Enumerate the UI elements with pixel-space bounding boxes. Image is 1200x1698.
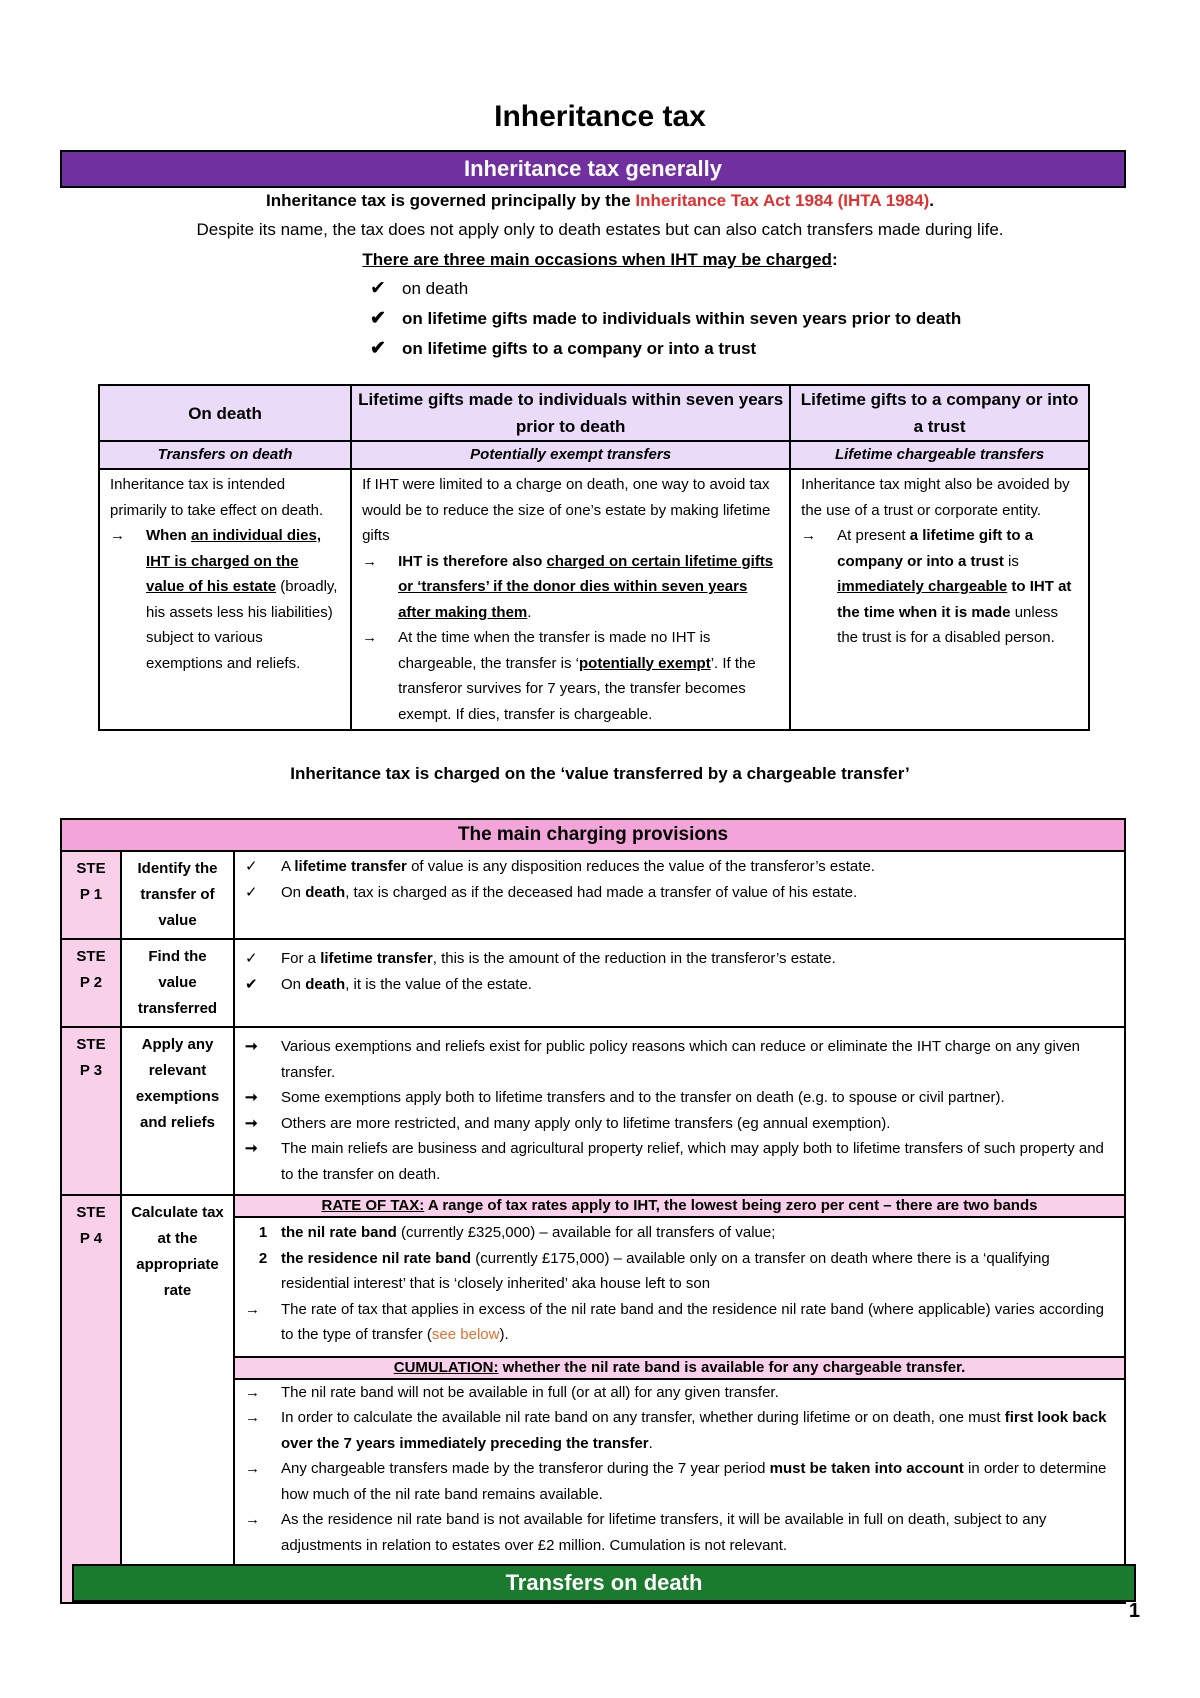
bullet-text (281, 1456, 1114, 1507)
section-header-transfers-on-death: Transfers on death (72, 1564, 1136, 1602)
bold-text: first look back over the 7 years immediately preceding the transfer (281, 1409, 1107, 1452)
step-text: P 1 (79, 886, 103, 903)
check-icon: ✔ (370, 278, 386, 299)
occasions-cell-lct (790, 469, 1089, 730)
bullet-text (281, 880, 857, 906)
cumulation-body (235, 1380, 1124, 1563)
underlined-text: potentially exempt (579, 654, 711, 672)
step-text: P 2 (79, 974, 103, 991)
bold-text: to IHT (1007, 578, 1059, 595)
occasion-text: on lifetime gifts to a company or into a trust (402, 339, 757, 358)
bullet-text (398, 625, 779, 727)
bold-text: lifetime transfer (294, 858, 407, 875)
charging-header: The main charging provisions (61, 819, 1125, 851)
occasions-col-header: Lifetime gifts to a company or into a trust (790, 385, 1089, 441)
bold-text: at the time when it is made (837, 578, 1072, 621)
step-content (234, 1027, 1125, 1195)
plain-text: unless the trust is for a disabled person. (837, 603, 1059, 646)
plain-text: . (527, 603, 532, 621)
bullet-text (837, 523, 1078, 651)
plain-text: (broadly, his assets less his liabilities) subject to various exemptions and reliefs. (146, 578, 338, 672)
bullet-text: Some exemptions apply both to lifetime transfers and to the transfer on death (e.g. to spouse or civil partner). (281, 1089, 1005, 1106)
bullet-text: As the residence nil rate band is not available for lifetime transfers, it will be available in full on death, subject to any adjustments in relation to estates over £2 million. Cumulation is not relevant. (281, 1511, 1047, 1554)
plain-text: in order to determine how much of the nil rate band remains available. (281, 1460, 1107, 1503)
arrow-icon: → (245, 1511, 260, 1528)
list-item (362, 549, 779, 626)
bold-text: whether the nil rate band is available for any chargeable transfer. (498, 1358, 966, 1376)
arrow-icon: → (801, 527, 817, 544)
charging-provisions-table (60, 818, 1126, 1604)
number-label: 1 (258, 1224, 268, 1241)
rate-of-tax-heading (235, 1196, 1124, 1218)
arrow-icon: ➞ (245, 1140, 258, 1157)
ihta-reference: Inheritance Tax Act 1984 (IHTA 1984) (635, 191, 930, 210)
bold-text: IHT is therefore also (398, 552, 547, 570)
list-item (245, 1297, 1114, 1348)
plain-text: For a (281, 950, 321, 967)
plain-text: The rate of tax that applies in excess of the nil rate band and the residence nil rate band (where applicable) varies according to the type of transfer ( (281, 1300, 1104, 1343)
plain-text: , this is the amount of the reduction in the transferor’s estate. (432, 950, 836, 967)
plain-text: On (281, 883, 306, 901)
underlined-text: charged on certain lifetime gifts or ‘transfers’ if the donor dies within seven years after making them (398, 552, 774, 621)
list-item (245, 1085, 1114, 1111)
bullet-text (281, 972, 532, 998)
step-text: STE (76, 948, 106, 965)
bullet-text (398, 549, 779, 626)
arrow-icon: → (110, 527, 125, 544)
underlined-text: RATE OF TAX: (321, 1197, 425, 1214)
occasions-subheader: Transfers on death (99, 441, 351, 469)
see-below-link[interactable]: see below (431, 1326, 500, 1343)
bullet-text (281, 1246, 1114, 1297)
plain-text: ’. If the transferor survives for 7 years, the transfer becomes exempt. If dies, transfer is chargeable. (398, 654, 756, 723)
arrow-icon: → (245, 1300, 260, 1318)
plain-text: , it is the value of the estate. (345, 975, 532, 993)
step-title: Apply any relevant exemptions and reliefs (121, 1027, 234, 1195)
plain-text: On (281, 975, 306, 993)
check-icon: ✓ (245, 858, 258, 875)
occasions-heading (0, 249, 1200, 271)
occasion-text: on lifetime gifts made to individuals within seven years prior to death (402, 309, 962, 328)
list-item (245, 1034, 1114, 1085)
cell-intro: Inheritance tax might also be avoided by the use of a trust or corporate entity. (801, 476, 1070, 519)
list-item (110, 523, 340, 676)
bullet-text: Various exemptions and reliefs exist for public policy reasons which can reduce or eliminate the IHT charge on any given transfer. (281, 1038, 1081, 1081)
plain-text: A (281, 858, 295, 875)
list-item (245, 1111, 1114, 1137)
intro-line-1-prefix: Inheritance tax is governed principally by the (266, 191, 636, 210)
occasions-col-header: Lifetime gifts made to individuals within seven years prior to death (351, 385, 790, 441)
page-number: 1 (1128, 1600, 1140, 1622)
bullet-text: Others are more restricted, and many apply only to lifetime transfers (eg annual exemption). (281, 1114, 891, 1132)
step-content (234, 1195, 1125, 1603)
list-item (245, 1220, 1114, 1246)
list-item (362, 625, 779, 727)
bullet-text: The main reliefs are business and agricultural property relief, which may apply both to lifetime transfers of such property and to the transfer on death. (281, 1140, 1104, 1183)
cumulation-heading (235, 1358, 1124, 1380)
step-label (61, 851, 121, 939)
plain-text: (currently £175,000) – available only on a transfer on death where there is a ‘qualifying residential interest’ that is ‘closely inherited’ aka house left to son (281, 1249, 1050, 1292)
arrow-icon: → (245, 1409, 260, 1426)
step-text: STE (76, 1204, 106, 1221)
check-icon: ✓ (245, 950, 258, 967)
arrow-icon: → (245, 1383, 260, 1401)
plain-text: is (1003, 552, 1019, 570)
step-text: P 4 (79, 1230, 103, 1247)
bold-text: A range of tax rates apply to IHT, the lowest being zero per cent – there are two bands (424, 1197, 1038, 1214)
bullet-text (281, 1405, 1114, 1456)
underlined-text: CUMULATION: (393, 1358, 499, 1376)
occasions-heading-text: There are three main occasions when IHT may be charged (362, 250, 832, 269)
bold-text: the nil rate band (281, 1224, 397, 1241)
list-item (245, 1456, 1114, 1507)
check-icon: ✓ (245, 883, 258, 901)
occasions-list (370, 274, 961, 364)
arrow-icon: ➞ (245, 1089, 258, 1106)
list-item (245, 946, 1114, 972)
plain-text: ). (499, 1326, 509, 1343)
occasions-cell-pet (351, 469, 790, 730)
cell-intro: Inheritance tax is intended primarily to take effect on death. (110, 476, 324, 519)
plain-text: In order to calculate the available nil rate band on any transfer, whether during lifetime or on death, one must (281, 1409, 1005, 1426)
occasion-text: on death (402, 279, 469, 298)
bold-text: lifetime transfer (320, 950, 433, 967)
plain-text: At present (837, 527, 910, 544)
bold-text: death (305, 975, 346, 993)
bullet-text (281, 1220, 775, 1246)
step-content (234, 851, 1125, 939)
page-title: Inheritance tax (494, 100, 706, 133)
plain-text: (currently £325,000) – available for all transfers of value; (396, 1224, 776, 1241)
occasions-col-header: On death (99, 385, 351, 441)
step-title: Identify the transfer of value (121, 851, 234, 939)
list-item (245, 880, 1114, 906)
list-item (370, 334, 961, 364)
occasions-subheader: Lifetime chargeable transfers (790, 441, 1089, 469)
intro-line-2: Despite its name, the tax does not apply only to death estates but can also catch transfers made during life. (196, 220, 1004, 239)
plain-text: . (648, 1434, 653, 1452)
check-icon: ✔ (245, 975, 258, 993)
bullet-text: The nil rate band will not be available in full (or at all) for any given transfer. (281, 1383, 779, 1401)
occasions-subheader: Potentially exempt transfers (351, 441, 790, 469)
bold-text: a lifetime gift to a company or into a trust (837, 527, 1034, 570)
bold-text: must be taken into account (769, 1460, 964, 1477)
step-text: P 3 (79, 1062, 103, 1079)
bold-text: When (146, 527, 191, 544)
step-label (61, 1195, 121, 1603)
arrow-icon: → (362, 629, 378, 646)
list-item (245, 1380, 1114, 1406)
cell-intro: If IHT were limited to a charge on death, one way to avoid tax would be to reduce the size of one’s estate by making lifetime gifts (362, 476, 771, 544)
underlined-text: an individual dies, IHT is charged on the value of his estate (146, 527, 322, 595)
rate-of-tax-body (235, 1218, 1124, 1358)
list-item (801, 523, 1078, 651)
intro-line-1 (0, 190, 1200, 212)
underlined-text: immediately chargeable (837, 578, 1008, 595)
bullet-text (281, 946, 836, 972)
list-item (245, 972, 1114, 998)
step-content (234, 939, 1125, 1027)
check-icon: ✔ (370, 338, 386, 359)
list-item (370, 274, 961, 304)
plain-text: , tax is charged as if the deceased had made a transfer of value of his estate. (345, 883, 858, 901)
check-icon: ✔ (370, 308, 386, 329)
step-text: STE (76, 860, 106, 877)
number-label: 2 (258, 1249, 268, 1267)
list-item (245, 1136, 1114, 1187)
plain-text: Any chargeable transfers made by the transferor during the 7 year period (281, 1460, 770, 1477)
step-label (61, 939, 121, 1027)
arrow-icon: → (362, 552, 378, 570)
occasions-table (98, 384, 1090, 731)
occasions-heading-colon: : (831, 250, 838, 269)
list-item (245, 1246, 1114, 1297)
arrow-icon: → (245, 1460, 260, 1477)
bullet-text (146, 523, 340, 676)
plain-text: of value is any disposition reduces the value of the transferor’s estate. (406, 858, 875, 875)
section-header-generally: Inheritance tax generally (60, 150, 1126, 188)
step-title: Find the value transferred (121, 939, 234, 1027)
bullet-text (281, 854, 875, 880)
list-item (245, 854, 1114, 880)
step-label (61, 1027, 121, 1195)
list-item (245, 1507, 1114, 1558)
plain-text: At the time when the transfer is made no IHT is chargeable, the transfer is ‘ (398, 629, 711, 672)
step-title: Calculate tax at the appropriate rate (121, 1195, 234, 1603)
arrow-icon: ➞ (245, 1038, 258, 1055)
bullet-text (281, 1297, 1114, 1348)
step-text: STE (76, 1036, 106, 1053)
list-item (245, 1405, 1114, 1456)
arrow-icon: ➞ (245, 1114, 258, 1132)
occasions-cell-death (99, 469, 351, 730)
intro-line-1-suffix: . (929, 191, 934, 210)
bold-text: the residence nil rate band (281, 1249, 472, 1267)
list-item (370, 304, 961, 334)
charged-statement: Inheritance tax is charged on the ‘value transferred by a chargeable transfer’ (290, 764, 910, 783)
bold-text: death (305, 883, 346, 901)
